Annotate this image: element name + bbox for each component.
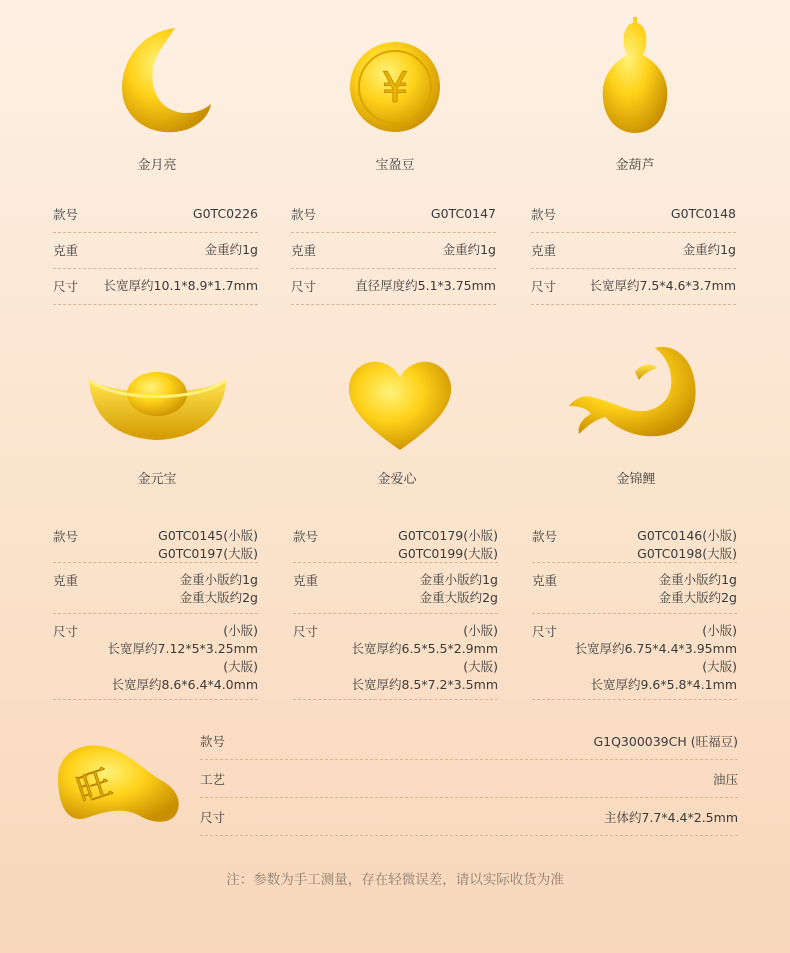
spec-value-line: G0TC0179(小版) bbox=[398, 528, 498, 543]
spec-value bbox=[575, 622, 737, 694]
spec-key: 尺寸 bbox=[293, 624, 319, 639]
spec-value-line: 金重大版约2g bbox=[658, 590, 737, 605]
spec-key: 尺寸 bbox=[53, 624, 79, 639]
spec-value: 油压 bbox=[712, 771, 738, 787]
spec-row bbox=[291, 233, 496, 269]
wangfu-spec-table bbox=[200, 722, 738, 836]
spec-value-line: 金重约1g bbox=[682, 242, 736, 257]
spec-value bbox=[104, 277, 258, 295]
spec-value-line: 长宽厚约6.75*4.4*3.95mm bbox=[574, 641, 737, 656]
spec-value: 主体约7.7*4.4*2.5mm bbox=[604, 809, 738, 825]
wangfu-bean-charm-icon bbox=[50, 738, 185, 828]
spec-table bbox=[532, 519, 737, 700]
spec-value bbox=[355, 277, 496, 295]
spec-key: 克重 bbox=[53, 573, 79, 588]
spec-value bbox=[158, 527, 258, 563]
spec-value-line: G0TC0148 bbox=[670, 206, 736, 221]
spec-table bbox=[53, 519, 258, 700]
moon-charm-icon bbox=[105, 20, 215, 140]
spec-value-line: (小版) bbox=[463, 623, 498, 638]
spec-value-line: 长宽厚约6.5*5.5*2.9mm bbox=[351, 641, 498, 656]
spec-value-line: 长宽厚约8.6*6.4*4.0mm bbox=[111, 677, 258, 692]
spec-key: 款号 bbox=[291, 207, 317, 222]
spec-row bbox=[291, 269, 496, 305]
spec-value-line: G0TC0197(大版) bbox=[158, 546, 258, 561]
spec-row bbox=[293, 614, 498, 700]
spec-row bbox=[293, 563, 498, 614]
spec-row bbox=[532, 563, 737, 614]
gourd-charm-icon bbox=[595, 15, 675, 140]
spec-row bbox=[532, 614, 737, 700]
product-name: 金锦鲤 bbox=[616, 472, 656, 487]
spec-row bbox=[532, 519, 737, 563]
spec-key: 款号 bbox=[532, 529, 558, 544]
spec-row bbox=[53, 563, 258, 614]
spec-value-line: 金重小版约1g bbox=[658, 572, 737, 587]
spec-value: G1Q300039CH (旺福豆) bbox=[593, 733, 738, 749]
spec-value-line: 长宽厚约10.1*8.9*1.7mm bbox=[103, 278, 258, 293]
spec-value-line: G0TC0145(小版) bbox=[158, 528, 258, 543]
spec-value bbox=[420, 571, 498, 607]
spec-row bbox=[531, 233, 736, 269]
spec-value-line: (大版) bbox=[463, 659, 498, 674]
product-name: 金爱心 bbox=[377, 472, 417, 487]
spec-value-line: 长宽厚约8.5*7.2*3.5mm bbox=[351, 677, 498, 692]
heart-charm-icon bbox=[345, 360, 455, 455]
spec-value bbox=[108, 622, 258, 694]
spec-table bbox=[291, 197, 496, 305]
spec-value-line: 金重约1g bbox=[204, 242, 258, 257]
spec-table bbox=[531, 197, 736, 305]
disclaimer-note: 注：参数为手工测量，存在轻微误差，请以实际收货为准 bbox=[226, 872, 564, 888]
spec-row bbox=[53, 269, 258, 305]
spec-value-line: G0TC0226 bbox=[192, 206, 258, 221]
spec-value bbox=[671, 205, 736, 223]
spec-key: 克重 bbox=[53, 243, 79, 258]
spec-value-line: 长宽厚约7.5*4.6*3.7mm bbox=[589, 278, 736, 293]
spec-key: 款号 bbox=[293, 529, 319, 544]
svg-text:¥: ¥ bbox=[381, 63, 409, 112]
spec-key: 款号 bbox=[53, 207, 79, 222]
spec-value-line: 金重小版约1g bbox=[419, 572, 498, 587]
spec-value bbox=[659, 571, 737, 607]
spec-row bbox=[531, 197, 736, 233]
spec-row bbox=[200, 760, 738, 798]
spec-key: 尺寸 bbox=[53, 279, 79, 294]
spec-value-line: G0TC0199(大版) bbox=[398, 546, 498, 561]
spec-value bbox=[637, 527, 737, 563]
product-name: 金元宝 bbox=[137, 472, 177, 487]
spec-value-line: 金重小版约1g bbox=[179, 572, 258, 587]
spec-value-line: 金重约1g bbox=[442, 242, 496, 257]
spec-row bbox=[53, 519, 258, 563]
product-name: 金月亮 bbox=[137, 158, 177, 173]
product-name: 宝盈豆 bbox=[375, 158, 415, 173]
spec-row bbox=[293, 519, 498, 563]
spec-key: 尺寸 bbox=[291, 279, 317, 294]
spec-value-line: (小版) bbox=[223, 623, 258, 638]
spec-row bbox=[53, 233, 258, 269]
spec-value-line: 金重大版约2g bbox=[179, 590, 258, 605]
spec-row bbox=[531, 269, 736, 305]
spec-row bbox=[53, 614, 258, 700]
wangfu-bean-char: 旺 bbox=[71, 762, 117, 812]
spec-value bbox=[205, 241, 258, 259]
spec-key: 克重 bbox=[532, 573, 558, 588]
spec-key: 克重 bbox=[291, 243, 317, 258]
spec-value bbox=[590, 277, 737, 295]
spec-row bbox=[291, 197, 496, 233]
spec-value bbox=[180, 571, 258, 607]
spec-value-line: 长宽厚约7.12*5*3.25mm bbox=[107, 641, 258, 656]
spec-value bbox=[443, 241, 496, 259]
spec-value-line: 金重大版约2g bbox=[419, 590, 498, 605]
spec-value-line: (大版) bbox=[223, 659, 258, 674]
spec-value bbox=[398, 527, 498, 563]
spec-value-line: (小版) bbox=[702, 623, 737, 638]
spec-key: 款号 bbox=[53, 529, 79, 544]
spec-value-line: (大版) bbox=[702, 659, 737, 674]
spec-value bbox=[193, 205, 258, 223]
spec-key: 克重 bbox=[293, 573, 319, 588]
spec-key: 尺寸 bbox=[531, 279, 557, 294]
spec-key: 尺寸 bbox=[532, 624, 558, 639]
spec-value-line: G0TC0147 bbox=[430, 206, 496, 221]
koi-charm-icon bbox=[565, 342, 705, 452]
spec-row bbox=[200, 798, 738, 836]
spec-table bbox=[293, 519, 498, 700]
spec-key: 款号 bbox=[200, 733, 226, 749]
spec-table bbox=[53, 197, 258, 305]
product-name: 金葫芦 bbox=[615, 158, 655, 173]
spec-value bbox=[683, 241, 736, 259]
spec-value-line: 长宽厚约9.6*5.8*4.1mm bbox=[590, 677, 737, 692]
yuan-coin-charm-icon bbox=[348, 40, 443, 135]
spec-key: 工艺 bbox=[200, 771, 226, 787]
spec-key: 尺寸 bbox=[200, 809, 226, 825]
spec-row bbox=[200, 722, 738, 760]
spec-value-line: 直径厚度约5.1*3.75mm bbox=[355, 278, 496, 293]
spec-row bbox=[53, 197, 258, 233]
spec-value-line: G0TC0198(大版) bbox=[637, 546, 737, 561]
ingot-charm-icon bbox=[85, 368, 230, 453]
spec-key: 克重 bbox=[531, 243, 557, 258]
spec-key: 款号 bbox=[531, 207, 557, 222]
spec-value bbox=[352, 622, 499, 694]
spec-value-line: G0TC0146(小版) bbox=[637, 528, 737, 543]
spec-value bbox=[431, 205, 496, 223]
